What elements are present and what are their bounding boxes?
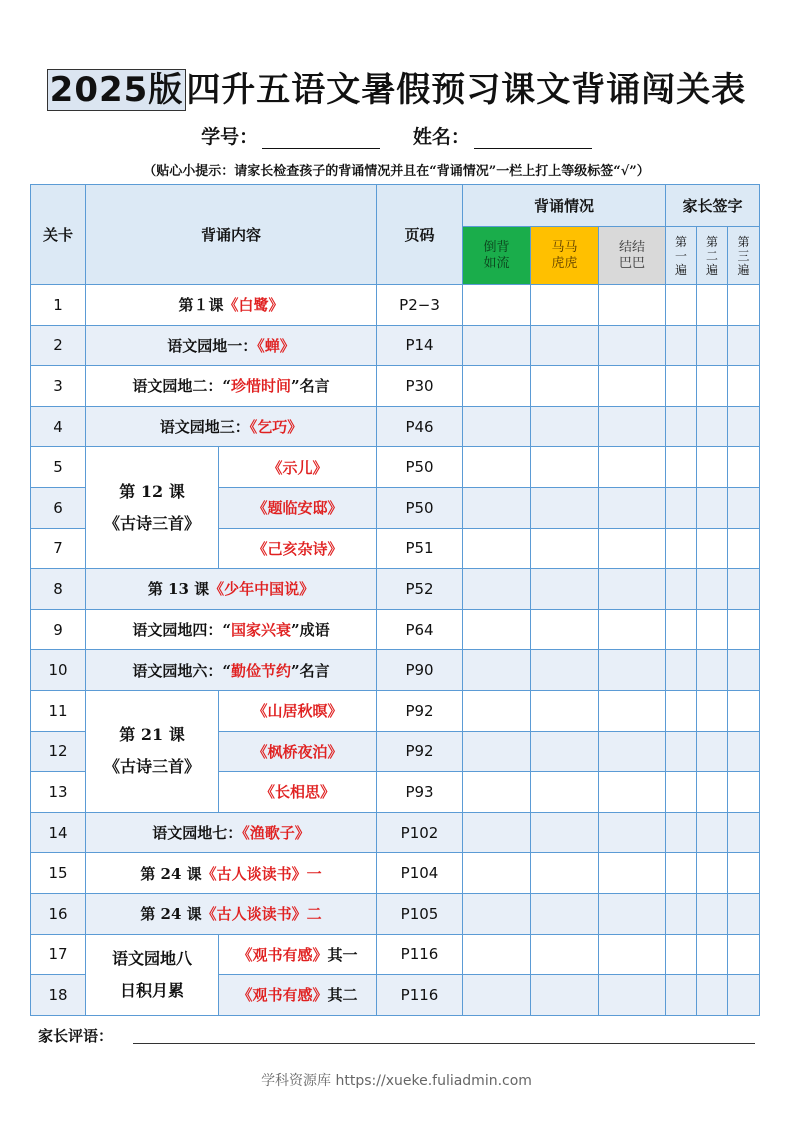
pass-third-cell[interactable] <box>728 772 760 813</box>
table-row <box>31 406 760 447</box>
content-prefix: 语文园地三： <box>159 418 250 437</box>
content-prefix: 第 24 课 <box>140 864 202 883</box>
content-prefix: 语文园地七： <box>152 824 243 843</box>
grade-average-cell[interactable] <box>531 893 599 934</box>
page-number: P116 <box>400 945 439 964</box>
level-number: 4 <box>53 417 63 436</box>
page-number: P52 <box>405 579 434 598</box>
content-prefix: 第１课 <box>178 296 224 315</box>
pass-second-cell[interactable] <box>697 487 728 528</box>
title-text: 四升五语文暑假预习课文背诵闯关表 <box>186 70 747 110</box>
page-title <box>0 62 793 111</box>
grade-excellent-cell[interactable] <box>463 325 531 366</box>
grade-excellent-cell[interactable] <box>463 975 531 1016</box>
content-suffix: 其二 <box>327 986 358 1005</box>
pass-label: 第二遍 <box>706 234 719 277</box>
grade-excellent-cell[interactable] <box>463 447 531 488</box>
pass-third-cell[interactable] <box>728 528 760 569</box>
page-number: P116 <box>400 985 439 1004</box>
content-suffix: ”名言 <box>291 377 330 396</box>
pass-third-cell[interactable] <box>728 690 760 731</box>
content-prefix: 语文园地四：“ <box>132 621 231 640</box>
pass-third-cell[interactable] <box>728 447 760 488</box>
level-number: 9 <box>53 620 63 639</box>
pass-first-cell[interactable] <box>666 528 697 569</box>
page-number: P93 <box>405 782 434 801</box>
pass-label: 第三遍 <box>737 234 750 277</box>
pass-second-cell[interactable] <box>697 325 728 366</box>
table-row <box>31 690 760 731</box>
page-number: P2−3 <box>399 295 440 314</box>
lesson-group: 语文园地八 日积月累 <box>86 934 219 1015</box>
level-number: 10 <box>48 661 68 680</box>
grade-poor-cell[interactable] <box>599 285 666 326</box>
pass-second-cell[interactable] <box>697 731 728 772</box>
pass-third-cell[interactable] <box>728 609 760 650</box>
content-title: 珍惜时间 <box>231 377 292 396</box>
pass-first-cell[interactable] <box>666 325 697 366</box>
level-number: 13 <box>48 782 68 801</box>
pass-third-cell[interactable] <box>728 893 760 934</box>
grade-excellent-cell[interactable] <box>463 569 531 610</box>
grade-excellent-cell[interactable] <box>463 406 531 447</box>
pass-third-cell[interactable] <box>728 366 760 407</box>
level-number: 15 <box>48 864 68 883</box>
grade-label: 倒背如流 <box>483 239 510 271</box>
grade-poor-cell[interactable] <box>599 325 666 366</box>
pass-first <box>666 227 697 285</box>
level-number: 6 <box>53 498 63 517</box>
pass-second-cell[interactable] <box>697 934 728 975</box>
page-number: P104 <box>400 864 439 883</box>
grade-poor-cell[interactable] <box>599 406 666 447</box>
pass-third-cell[interactable] <box>728 934 760 975</box>
id-line <box>0 122 793 149</box>
grade-excellent-cell[interactable] <box>463 731 531 772</box>
pass-second-cell[interactable] <box>697 772 728 813</box>
content-title: 《长相思》 <box>260 783 336 802</box>
level-number: 18 <box>48 985 68 1004</box>
grade-average-cell[interactable] <box>531 853 599 894</box>
page-number: P50 <box>405 458 434 477</box>
content-title: 勤俭节约 <box>231 661 292 680</box>
page-number: P14 <box>405 336 434 355</box>
page-number: P50 <box>405 498 434 517</box>
table-row <box>31 812 760 853</box>
content-title: 《古人谈读书》二 <box>201 905 322 924</box>
student-no-label: 学号： <box>201 126 259 148</box>
grade-excellent <box>463 227 531 285</box>
content-title: 国家兴衰 <box>231 621 292 640</box>
grade-poor-cell[interactable] <box>599 893 666 934</box>
grade-excellent-cell[interactable] <box>463 285 531 326</box>
grade-poor-cell[interactable] <box>599 690 666 731</box>
pass-third-cell[interactable] <box>728 487 760 528</box>
grade-average-cell[interactable] <box>531 650 599 691</box>
level-number: 5 <box>53 458 63 477</box>
content-title: 《示儿》 <box>267 458 328 477</box>
grade-excellent-cell[interactable] <box>463 528 531 569</box>
pass-second-cell[interactable] <box>697 366 728 407</box>
grade-average-cell[interactable] <box>531 528 599 569</box>
grade-average-cell[interactable] <box>531 690 599 731</box>
grade-average-cell[interactable] <box>531 285 599 326</box>
pass-second-cell[interactable] <box>697 650 728 691</box>
pass-third-cell[interactable] <box>728 569 760 610</box>
level-number: 7 <box>53 539 63 558</box>
pass-second-cell[interactable] <box>697 975 728 1016</box>
pass-second-cell[interactable] <box>697 285 728 326</box>
level-number: 17 <box>48 945 68 964</box>
level-number: 8 <box>53 579 63 598</box>
grade-poor-cell[interactable] <box>599 853 666 894</box>
page-number: P30 <box>405 376 434 395</box>
grade-poor-cell[interactable] <box>599 569 666 610</box>
pass-third-cell[interactable] <box>728 406 760 447</box>
grade-poor-cell[interactable] <box>599 731 666 772</box>
pass-first-cell[interactable] <box>666 447 697 488</box>
pass-first-cell[interactable] <box>666 487 697 528</box>
table-row <box>31 934 760 975</box>
pass-second-cell[interactable] <box>697 893 728 934</box>
grade-average-cell[interactable] <box>531 934 599 975</box>
pass-second-cell[interactable] <box>697 853 728 894</box>
grade-excellent-cell[interactable] <box>463 853 531 894</box>
pass-third-cell[interactable] <box>728 285 760 326</box>
grade-poor-cell[interactable] <box>599 609 666 650</box>
grade-excellent-cell[interactable] <box>463 772 531 813</box>
pass-first-cell[interactable] <box>666 853 697 894</box>
header-status: 背诵情况 <box>463 185 666 227</box>
table-row <box>31 366 760 407</box>
header-signature: 家长签字 <box>666 185 760 227</box>
pass-first-cell[interactable] <box>666 772 697 813</box>
content-title: 《己亥杂诗》 <box>252 539 343 558</box>
grade-label: 马马虎虎 <box>551 239 578 271</box>
pass-first-cell[interactable] <box>666 366 697 407</box>
comment-field[interactable] <box>133 1043 755 1044</box>
grade-excellent-cell[interactable] <box>463 487 531 528</box>
content-prefix: 第 24 课 <box>140 905 202 924</box>
content-suffix: 其一 <box>327 945 358 964</box>
pass-label: 第一遍 <box>675 234 688 277</box>
page-number: P105 <box>400 904 439 923</box>
header-level: 关卡 <box>31 185 86 285</box>
pass-first-cell[interactable] <box>666 285 697 326</box>
pass-third-cell[interactable] <box>728 853 760 894</box>
header-content: 背诵内容 <box>86 185 377 285</box>
level-number: 14 <box>48 823 68 842</box>
pass-third-cell[interactable] <box>728 812 760 853</box>
pass-first-cell[interactable] <box>666 812 697 853</box>
grade-poor-cell[interactable] <box>599 650 666 691</box>
content-prefix: 语文园地六：“ <box>132 661 231 680</box>
level-number: 16 <box>48 904 68 923</box>
table-row <box>31 893 760 934</box>
pass-second-cell[interactable] <box>697 569 728 610</box>
grade-poor-cell[interactable] <box>599 812 666 853</box>
grade-excellent-cell[interactable] <box>463 366 531 407</box>
pass-second-cell[interactable] <box>697 406 728 447</box>
grade-average-cell[interactable] <box>531 366 599 407</box>
grade-poor-cell[interactable] <box>599 447 666 488</box>
level-number: 2 <box>53 336 63 355</box>
table-row <box>31 650 760 691</box>
content-prefix: 语文园地二：“ <box>132 377 231 396</box>
page-number: P64 <box>405 620 434 639</box>
content-prefix: 第 13 课 <box>147 580 210 599</box>
lesson-group: 第 12 课 《古诗三首》 <box>86 447 219 569</box>
grade-excellent-cell[interactable] <box>463 812 531 853</box>
grade-average-cell[interactable] <box>531 569 599 610</box>
table-row <box>31 325 760 366</box>
lesson-group: 第 21 课 《古诗三首》 <box>86 690 219 812</box>
grade-excellent-cell[interactable] <box>463 650 531 691</box>
table-row <box>31 609 760 650</box>
level-number: 1 <box>53 295 63 314</box>
content-suffix: ”名言 <box>291 661 330 680</box>
grade-average-cell[interactable] <box>531 447 599 488</box>
pass-first-cell[interactable] <box>666 975 697 1016</box>
grade-poor-cell[interactable] <box>599 528 666 569</box>
grade-excellent-cell[interactable] <box>463 690 531 731</box>
pass-second-cell[interactable] <box>697 609 728 650</box>
pass-first-cell[interactable] <box>666 609 697 650</box>
grade-poor-cell[interactable] <box>599 975 666 1016</box>
content-title: 《观书有感》 <box>237 986 328 1005</box>
pass-second-cell[interactable] <box>697 812 728 853</box>
grade-average-cell[interactable] <box>531 487 599 528</box>
pass-second-cell[interactable] <box>697 690 728 731</box>
pass-second-cell[interactable] <box>697 528 728 569</box>
grade-excellent-cell[interactable] <box>463 893 531 934</box>
pass-first-cell[interactable] <box>666 406 697 447</box>
name-field[interactable] <box>474 130 592 149</box>
footer: 学科资源库 https://xueke.fuliadmin.com <box>261 1073 532 1089</box>
student-no-field[interactable] <box>262 130 380 149</box>
content-title: 《少年中国说》 <box>209 580 315 599</box>
page-number: P92 <box>405 701 434 720</box>
pass-third-cell[interactable] <box>728 325 760 366</box>
pass-first-cell[interactable] <box>666 690 697 731</box>
grade-poor-cell[interactable] <box>599 366 666 407</box>
tip-text: （贴心小提示：请家长检查孩子的背诵情况并且在“背诵情况”一栏上打上等级标签“√”） <box>143 164 650 179</box>
pass-first-cell[interactable] <box>666 569 697 610</box>
pass-first-cell[interactable] <box>666 731 697 772</box>
grade-excellent-cell[interactable] <box>463 934 531 975</box>
page-number: P51 <box>405 539 434 558</box>
content-title: 《渔歌子》 <box>242 824 310 843</box>
grade-poor <box>599 227 666 285</box>
grade-average-cell[interactable] <box>531 609 599 650</box>
grade-average-cell[interactable] <box>531 325 599 366</box>
grade-average-cell[interactable] <box>531 406 599 447</box>
content-title: 《乞巧》 <box>249 418 303 437</box>
content-title: 《古人谈读书》一 <box>201 864 322 883</box>
grade-poor-cell[interactable] <box>599 772 666 813</box>
table-row <box>31 285 760 326</box>
grade-label: 结结巴巴 <box>619 239 646 271</box>
pass-first-cell[interactable] <box>666 934 697 975</box>
pass-second-cell[interactable] <box>697 447 728 488</box>
page-number: P102 <box>400 823 439 842</box>
content-title: 《枫桥夜泊》 <box>252 742 343 761</box>
grade-average-cell[interactable] <box>531 772 599 813</box>
table-row <box>31 447 760 488</box>
name-label: 姓名： <box>412 126 470 148</box>
page-number: P90 <box>405 661 434 680</box>
grade-excellent-cell[interactable] <box>463 609 531 650</box>
content-suffix: ”成语 <box>291 621 330 640</box>
content-title: 《蝉》 <box>257 336 295 355</box>
header-page: 页码 <box>377 185 463 285</box>
content-title: 《山居秋暝》 <box>252 702 343 721</box>
page-number: P92 <box>405 742 434 761</box>
pass-first-cell[interactable] <box>666 893 697 934</box>
content-title: 《题临安邸》 <box>252 499 343 518</box>
pass-first-cell[interactable] <box>666 650 697 691</box>
level-number: 3 <box>53 376 63 395</box>
table-row <box>31 569 760 610</box>
pass-second <box>697 227 728 285</box>
pass-third-cell[interactable] <box>728 975 760 1016</box>
grade-average <box>531 227 599 285</box>
content-title: 《白鹭》 <box>223 296 284 315</box>
title-year: 2025版 <box>47 69 187 111</box>
grade-average-cell[interactable] <box>531 812 599 853</box>
level-number: 12 <box>48 742 68 761</box>
grade-poor-cell[interactable] <box>599 934 666 975</box>
level-number: 11 <box>48 701 68 720</box>
grade-average-cell[interactable] <box>531 731 599 772</box>
grade-poor-cell[interactable] <box>599 487 666 528</box>
pass-third <box>728 227 760 285</box>
comment-label: 家长评语： <box>38 1027 114 1045</box>
content-prefix: 语文园地一： <box>167 336 258 355</box>
page-number: P46 <box>405 417 434 436</box>
recitation-table <box>30 184 760 1016</box>
pass-third-cell[interactable] <box>728 731 760 772</box>
content-title: 《观书有感》 <box>237 945 328 964</box>
pass-third-cell[interactable] <box>728 650 760 691</box>
table-row <box>31 853 760 894</box>
grade-average-cell[interactable] <box>531 975 599 1016</box>
